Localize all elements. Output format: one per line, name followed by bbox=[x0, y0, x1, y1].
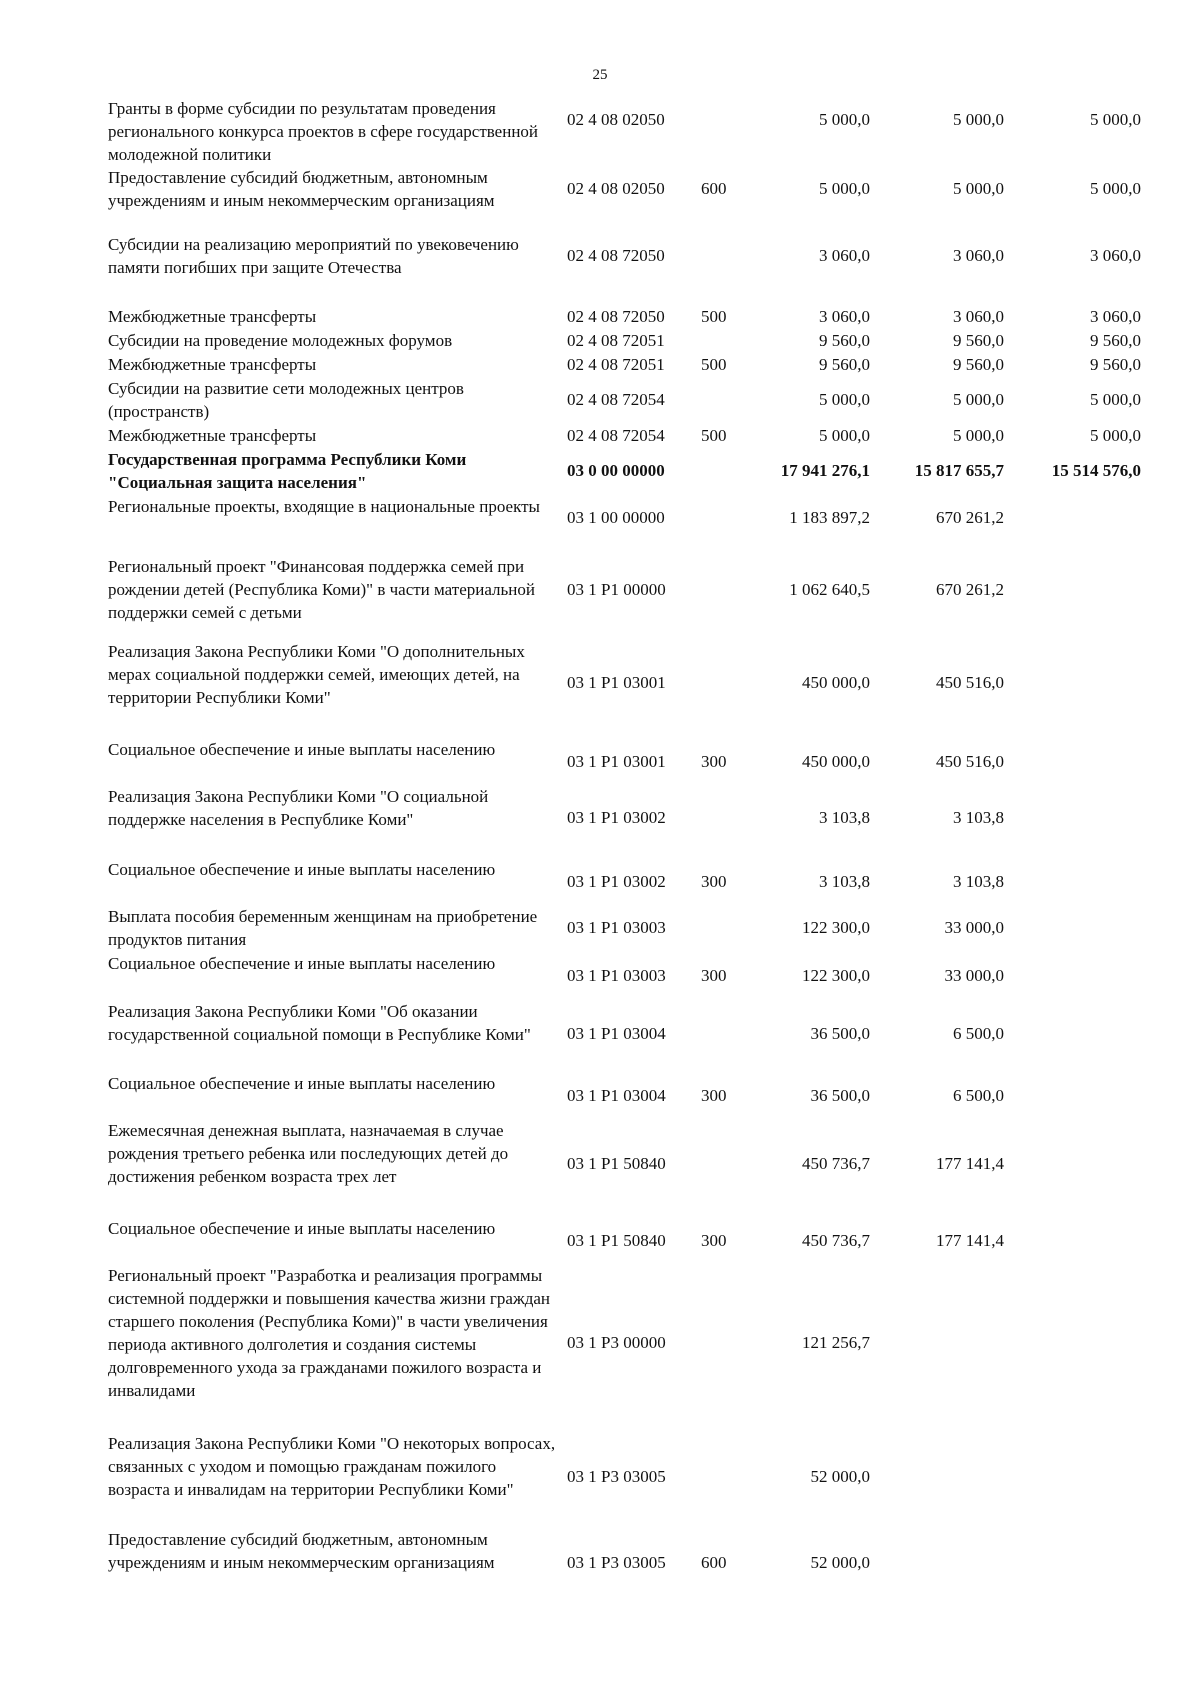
row-name: Региональный проект "Разработка и реализация программы системной поддержки и повышения качества жизни граждан старшего поколения (Республика Коми)" в части увеличения периода активного долголетия и создания системы долговременного ухода за гражданами пожилого возраста и инвалидами bbox=[108, 1266, 550, 1400]
row-name: Социальное обеспечение и иные выплаты населению bbox=[108, 860, 496, 879]
row-amount-2: 5 000,0 bbox=[953, 390, 1004, 409]
row-code: 03 1 P1 03003 bbox=[567, 918, 666, 937]
row-name: Предоставление субсидий бюджетным, автономным учреждениям и иным некоммерческим организациям bbox=[108, 1530, 495, 1572]
row-amount-1: 52 000,0 bbox=[810, 1553, 870, 1572]
row-amount-1: 121 256,7 bbox=[802, 1333, 870, 1352]
row-name: Субсидии на реализацию мероприятий по увековечению памяти погибших при защите Отечества bbox=[108, 235, 519, 277]
row-amount-3: 5 000,0 bbox=[1090, 110, 1141, 129]
row-amount-3: 9 560,0 bbox=[1090, 331, 1141, 350]
row-code: 03 1 P1 03004 bbox=[567, 1024, 666, 1043]
row-name: Региональные проекты, входящие в национальные проекты bbox=[108, 497, 540, 516]
table-row bbox=[0, 166, 1200, 233]
row-amount-1: 3 060,0 bbox=[819, 307, 870, 326]
row-code: 03 1 00 00000 bbox=[567, 508, 665, 527]
row-amount-3: 3 060,0 bbox=[1090, 246, 1141, 265]
row-amount-1: 122 300,0 bbox=[802, 918, 870, 937]
row-code: 03 1 P1 03004 bbox=[567, 1086, 666, 1105]
table-row bbox=[0, 97, 1200, 166]
row-name: Реализация Закона Республики Коми "О социальной поддержке населения в Республике Коми" bbox=[108, 787, 489, 829]
table-row bbox=[0, 1000, 1200, 1072]
row-amount-2: 450 516,0 bbox=[936, 752, 1004, 771]
row-code: 02 4 08 72054 bbox=[567, 426, 665, 445]
row-amount-2: 33 000,0 bbox=[944, 918, 1004, 937]
row-amount-1: 5 000,0 bbox=[819, 390, 870, 409]
row-amount-1: 5 000,0 bbox=[819, 426, 870, 445]
row-code: 03 1 P1 00000 bbox=[567, 580, 666, 599]
row-amount-2: 9 560,0 bbox=[953, 355, 1004, 374]
table-row bbox=[0, 377, 1200, 424]
row-amount-1: 1 183 897,2 bbox=[789, 508, 870, 527]
row-amount-2: 177 141,4 bbox=[936, 1231, 1004, 1250]
row-vr: 300 bbox=[701, 752, 727, 771]
row-code: 03 1 P3 03005 bbox=[567, 1553, 666, 1572]
row-amount-2: 9 560,0 bbox=[953, 331, 1004, 350]
row-amount-3: 5 000,0 bbox=[1090, 179, 1141, 198]
row-amount-2: 3 060,0 bbox=[953, 307, 1004, 326]
row-amount-3: 3 060,0 bbox=[1090, 307, 1141, 326]
table-row bbox=[0, 305, 1200, 329]
row-amount-1: 36 500,0 bbox=[810, 1086, 870, 1105]
row-vr: 600 bbox=[701, 1553, 727, 1572]
table-row bbox=[0, 353, 1200, 377]
row-amount-1: 3 103,8 bbox=[819, 808, 870, 827]
row-amount-3: 15 514 576,0 bbox=[1051, 461, 1141, 480]
row-code: 02 4 08 02050 bbox=[567, 110, 665, 129]
row-code: 03 1 P1 03002 bbox=[567, 808, 666, 827]
row-name: Предоставление субсидий бюджетным, автономным учреждениям и иным некоммерческим организациям bbox=[108, 168, 495, 210]
row-amount-2: 3 060,0 bbox=[953, 246, 1004, 265]
row-vr: 500 bbox=[701, 426, 727, 445]
row-name: Социальное обеспечение и иные выплаты населению bbox=[108, 1074, 496, 1093]
row-code: 03 1 P1 03001 bbox=[567, 752, 666, 771]
row-amount-1: 36 500,0 bbox=[810, 1024, 870, 1043]
row-name: Социальное обеспечение и иные выплаты населению bbox=[108, 954, 496, 973]
row-code: 03 1 P3 00000 bbox=[567, 1333, 666, 1352]
row-amount-1: 3 060,0 bbox=[819, 246, 870, 265]
row-amount-3: 5 000,0 bbox=[1090, 426, 1141, 445]
row-name: Государственная программа Республики Коми "Социальная защита населения" bbox=[108, 450, 467, 492]
row-name: Социальное обеспечение и иные выплаты населению bbox=[108, 740, 496, 759]
row-amount-1: 52 000,0 bbox=[810, 1467, 870, 1486]
row-vr: 300 bbox=[701, 1231, 727, 1250]
row-name: Региональный проект "Финансовая поддержка семей при рождении детей (Республика Коми)" в части материальной поддержки семей с детьми bbox=[108, 557, 535, 622]
row-amount-2: 6 500,0 bbox=[953, 1024, 1004, 1043]
row-amount-3: 5 000,0 bbox=[1090, 390, 1141, 409]
row-amount-1: 17 941 276,1 bbox=[780, 461, 870, 480]
table-row bbox=[0, 1432, 1200, 1528]
table-row bbox=[0, 905, 1200, 952]
row-amount-2: 3 103,8 bbox=[953, 808, 1004, 827]
row-name: Реализация Закона Республики Коми "О дополнительных мерах социальной поддержки семей, имеющих детей, на территории Республики Коми" bbox=[108, 642, 525, 707]
row-amount-2: 15 817 655,7 bbox=[914, 461, 1004, 480]
row-amount-2: 450 516,0 bbox=[936, 673, 1004, 692]
row-vr: 500 bbox=[701, 307, 727, 326]
budget-table bbox=[0, 97, 1200, 1575]
table-row bbox=[0, 952, 1200, 1000]
row-vr: 500 bbox=[701, 355, 727, 374]
row-amount-2: 5 000,0 bbox=[953, 110, 1004, 129]
row-code: 02 4 08 72050 bbox=[567, 307, 665, 326]
row-amount-1: 5 000,0 bbox=[819, 110, 870, 129]
row-amount-2: 5 000,0 bbox=[953, 179, 1004, 198]
table-row-program bbox=[0, 448, 1200, 495]
row-code: 02 4 08 72051 bbox=[567, 331, 665, 350]
row-name: Ежемесячная денежная выплата, назначаемая в случае рождения третьего ребенка или последующих детей до достижения ребенком возраста трех лет bbox=[108, 1121, 509, 1186]
row-amount-2: 670 261,2 bbox=[936, 580, 1004, 599]
row-code: 03 0 00 00000 bbox=[567, 461, 665, 480]
row-name: Межбюджетные трансферты bbox=[108, 426, 317, 445]
table-row bbox=[0, 858, 1200, 905]
table-row bbox=[0, 555, 1200, 640]
table-row bbox=[0, 640, 1200, 738]
row-amount-1: 9 560,0 bbox=[819, 331, 870, 350]
row-amount-2: 33 000,0 bbox=[944, 966, 1004, 985]
row-amount-1: 122 300,0 bbox=[802, 966, 870, 985]
row-code: 02 4 08 72051 bbox=[567, 355, 665, 374]
table-row bbox=[0, 1072, 1200, 1119]
row-vr: 300 bbox=[701, 966, 727, 985]
row-code: 03 1 P3 03005 bbox=[567, 1467, 666, 1486]
page-number: 25 bbox=[592, 67, 608, 83]
table-row bbox=[0, 495, 1200, 555]
row-amount-1: 450 736,7 bbox=[802, 1231, 870, 1250]
row-name: Реализация Закона Республики Коми "Об оказании государственной социальной помощи в Республике Коми" bbox=[108, 1002, 531, 1044]
row-amount-1: 450 736,7 bbox=[802, 1154, 870, 1173]
row-code: 02 4 08 72054 bbox=[567, 390, 665, 409]
row-amount-1: 450 000,0 bbox=[802, 752, 870, 771]
row-name: Межбюджетные трансферты bbox=[108, 355, 317, 374]
row-name: Субсидии на проведение молодежных форумов bbox=[108, 331, 453, 350]
row-code: 03 1 P1 03002 bbox=[567, 872, 666, 891]
row-code: 02 4 08 72050 bbox=[567, 246, 665, 265]
table-row bbox=[0, 1119, 1200, 1217]
row-name: Гранты в форме субсидии по результатам проведения регионального конкурса проектов в сфере государственной молодежной политики bbox=[108, 99, 539, 164]
table-row bbox=[0, 785, 1200, 858]
row-name: Субсидии на развитие сети молодежных центров (пространств) bbox=[108, 379, 464, 421]
row-name: Реализация Закона Республики Коми "О некоторых вопросах, связанных с уходом и помощью гражданам пожилого возраста и инвалидам на территории Республики Коми" bbox=[108, 1434, 556, 1499]
table-row bbox=[0, 1217, 1200, 1264]
table-row bbox=[0, 1528, 1200, 1575]
row-amount-1: 5 000,0 bbox=[819, 179, 870, 198]
row-vr: 300 bbox=[701, 872, 727, 891]
row-code: 02 4 08 02050 bbox=[567, 179, 665, 198]
row-vr: 300 bbox=[701, 1086, 727, 1105]
row-code: 03 1 P1 50840 bbox=[567, 1154, 666, 1173]
table-row bbox=[0, 738, 1200, 785]
row-name: Межбюджетные трансферты bbox=[108, 307, 317, 326]
row-amount-1: 3 103,8 bbox=[819, 872, 870, 891]
row-amount-2: 5 000,0 bbox=[953, 426, 1004, 445]
row-amount-1: 450 000,0 bbox=[802, 673, 870, 692]
row-amount-2: 3 103,8 bbox=[953, 872, 1004, 891]
row-amount-3: 9 560,0 bbox=[1090, 355, 1141, 374]
row-code: 03 1 P1 03003 bbox=[567, 966, 666, 985]
row-amount-2: 670 261,2 bbox=[936, 508, 1004, 527]
row-vr: 600 bbox=[701, 179, 727, 198]
table-row bbox=[0, 329, 1200, 353]
row-amount-1: 1 062 640,5 bbox=[789, 580, 870, 599]
row-code: 03 1 P1 50840 bbox=[567, 1231, 666, 1250]
table-row bbox=[0, 424, 1200, 448]
row-amount-2: 177 141,4 bbox=[936, 1154, 1004, 1173]
row-name: Социальное обеспечение и иные выплаты населению bbox=[108, 1219, 496, 1238]
table-row bbox=[0, 233, 1200, 305]
row-amount-2: 6 500,0 bbox=[953, 1086, 1004, 1105]
row-name: Выплата пособия беременным женщинам на приобретение продуктов питания bbox=[108, 907, 538, 949]
table-row bbox=[0, 1264, 1200, 1432]
row-code: 03 1 P1 03001 bbox=[567, 673, 666, 692]
row-amount-1: 9 560,0 bbox=[819, 355, 870, 374]
